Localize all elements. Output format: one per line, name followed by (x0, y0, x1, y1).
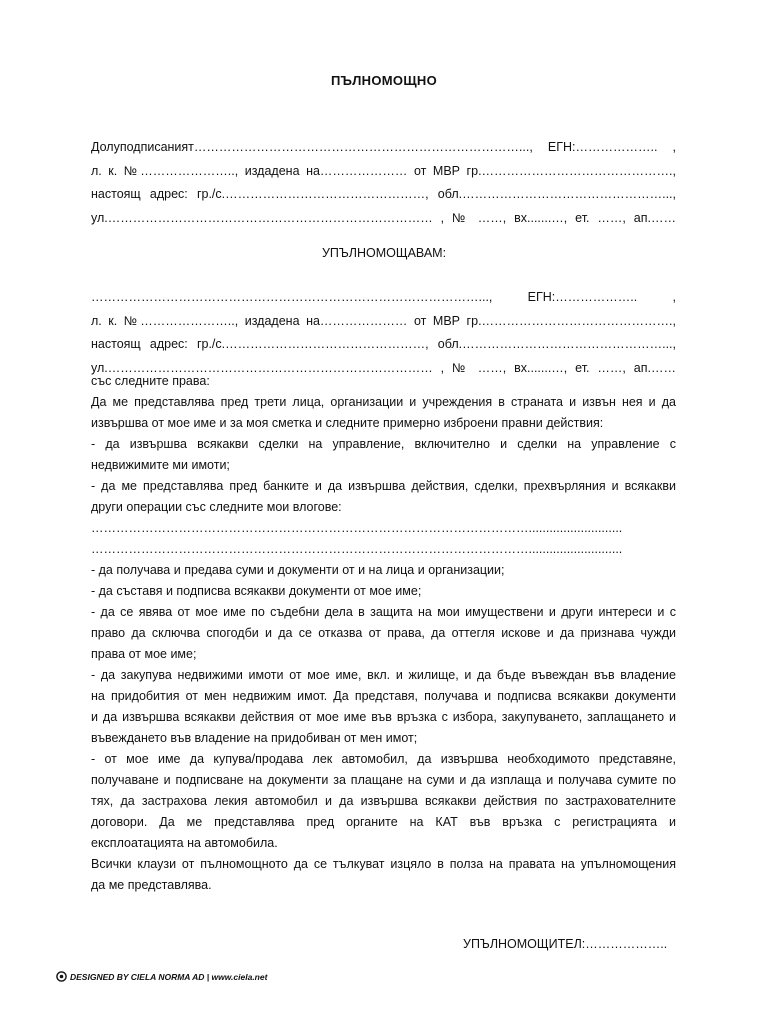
body-line: Всички клаузи от пълномощното да се тълкуват изцяло в полза на правата на упълномощения (91, 857, 676, 871)
principal-field-line: ул.…………………………………………………………………… , № ……, вх.......…, ет. ……, ап.…… (91, 210, 676, 225)
body-line: ……………………………………………………………………………………………........................... (91, 542, 623, 556)
body-line: - да ме представлява пред банките и да извършва действия, сделки, прехвърляния и всякакви (91, 479, 676, 493)
body-line: права от мое име; (91, 647, 197, 661)
principal-field-line: Долуподписаният……………………………………………………………………..., ЕГН:……………….. , (91, 140, 676, 154)
body-line: - да се явява от мое име по съдебни дела в защита на мои имуществени и други интереси и с (91, 605, 676, 619)
body-line: - да закупува недвижими имоти от мое име, вкл. и жилище, и да бъде въвеждан във владение (91, 668, 676, 682)
signature-line: УПЪЛНОМОЩИТЕЛ:……………….. (463, 937, 668, 951)
body-line: ……………………………………………………………………………………………........................... (91, 521, 623, 535)
body-line: - от мое име да купува/продава лек автомобил, да извършва необходимото представяне, (91, 752, 676, 766)
body-line: тях, да застрахова лекия автомобил и да извършва всякакви действия по застрахователните (91, 794, 676, 808)
body-line: експлоатацията на автомобила. (91, 836, 278, 850)
authorization-heading: УПЪЛНОМОЩАВАМ: (321, 246, 447, 260)
body-line: получаване и подписване на документи за плащане на суми и да изплаща и получава сумите по (91, 773, 676, 787)
body-line: на придобития от мен недвижим имот. Да представя, получава и подписва всякакви документи (91, 689, 676, 703)
body-line: договори. Да ме представлява пред органите на КАТ във връзка с регистрацията и (91, 815, 676, 829)
body-line: и да извършва всякакви действия от мое име във връзка с избора, закупуването, заплащането и (91, 710, 676, 724)
body-line: други операции със следните мои влогове: (91, 500, 342, 514)
footer-text: DESIGNED BY CIELA NORMA AD | www.ciela.net (70, 971, 268, 982)
agent-field-line: …………………………………………………………………………………..., ЕГН:……………….. , (91, 290, 676, 304)
body-line: недвижимите ми имоти; (91, 458, 230, 472)
body-line: да ме представлява. (91, 878, 212, 892)
body-line: - да получава и предава суми и документи от и на лица и организации; (91, 563, 505, 577)
agent-field-line: л. к. №………………….., издадена на………………… от МВР гр.………………………………………., (91, 313, 676, 328)
body-line: - да съставя и подписва всякакви документи от мое име; (91, 584, 422, 598)
body-line: въвеждането във владение на придобиван от мен имот; (91, 731, 418, 745)
body-line: Да ме представлява пред трети лица, организации и учреждения в страната и извън нея и да (91, 395, 676, 409)
body-line: извършва от мое име и за моя сметка и следните примерно изброени правни действия: (91, 416, 604, 430)
body-line: - да извършва всякакви сделки на управление, включително и сделки на управление с (91, 437, 676, 451)
footer (56, 971, 267, 982)
principal-field-line: л. к. №………………….., издадена на………………… от МВР гр.………………………………………., (91, 163, 676, 178)
agent-field-line: настоящ адрес: гр./с.…………………………………………, обл.…………………………………………..., (91, 337, 676, 351)
agent-field-line: ул.…………………………………………………………………… , № ……, вх.......…, ет. ……, ап.…… (91, 360, 676, 375)
principal-field-line: настоящ адрес: гр./с.…………………………………………, обл.…………………………………………..., (91, 187, 676, 201)
body-line: право да сключва спогодби и да се отказва от права, да оттегля искове и да признава чужди (91, 626, 676, 640)
body-line: със следните права: (91, 374, 210, 388)
document-title: ПЪЛНОМОЩНО (331, 73, 437, 88)
ciela-logo-icon (56, 971, 67, 982)
